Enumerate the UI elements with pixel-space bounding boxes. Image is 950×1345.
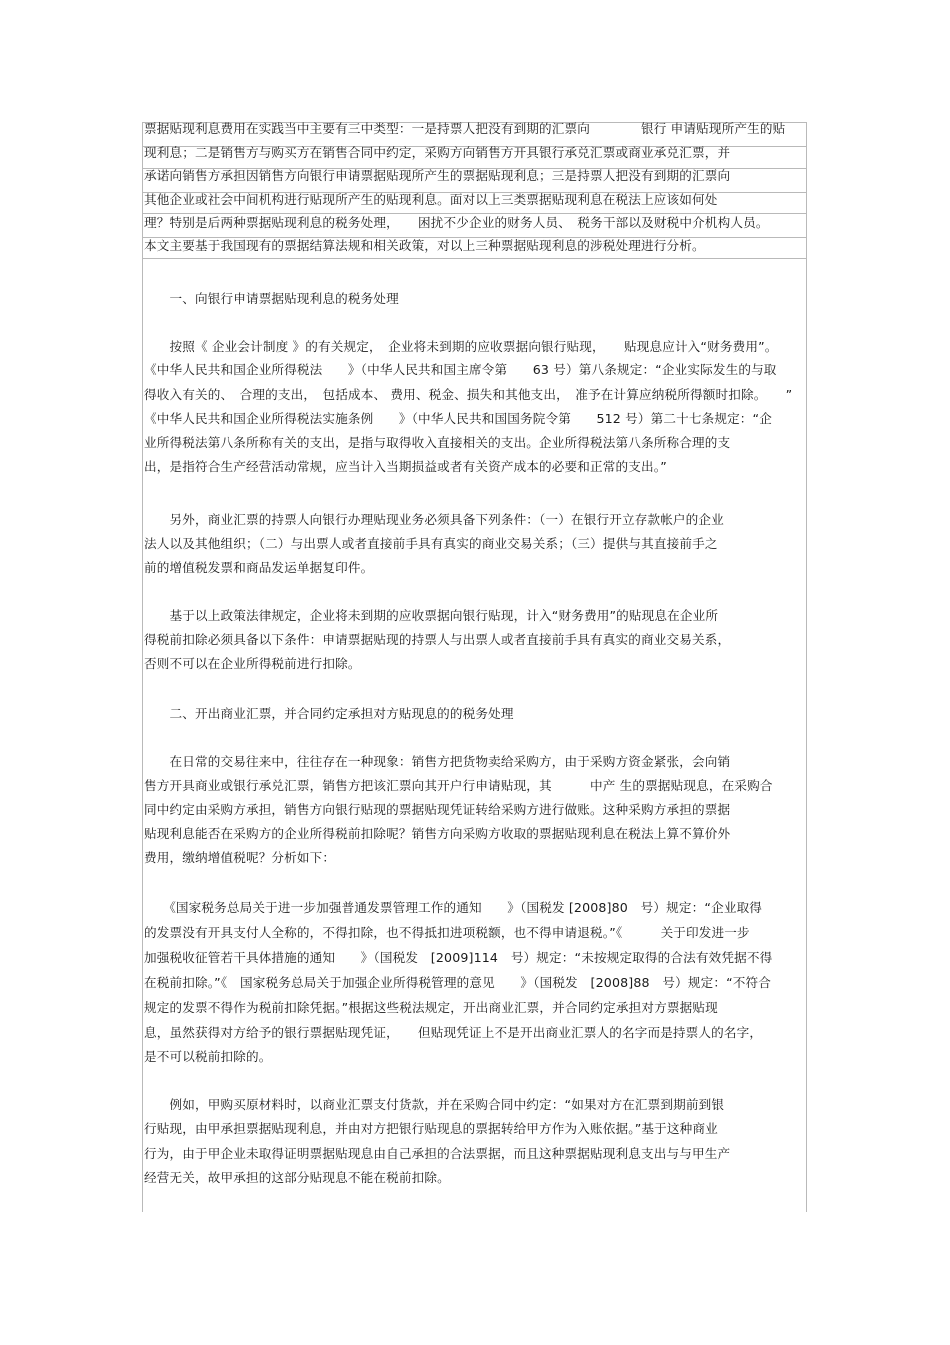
text-line: 现利息；二是销售方与购买方在销售合同中约定，采购方向销售方开具银行承兑汇票或商业承兑汇票，并	[144, 145, 731, 160]
text-line: 得税前扣除必须具备以下条件：申请票据贴现的持票人与出票人或者直接前手具有真实的商业交易关系，	[144, 632, 731, 647]
text-line: 基于以上政策法律规定，企业将未到期的应收票据向银行贴现，计入“财务费用”的贴现息在企业所	[144, 608, 719, 623]
text-line: 《中华人民共和国企业所得税法实施条例 》（中华人民共和国国务院令第 512 号）第二十七条规定：“企	[144, 411, 772, 426]
text-line: 行贴现，由甲承担票据贴现利息，并由对方把银行贴现息的票据转给甲方作为入账依据。”基于这种商业	[144, 1121, 718, 1136]
text-line: 出，是指符合生产经营活动常规，应当计入当期损益或者有关资产成本的必要和正常的支出。”	[144, 459, 667, 474]
text-line: 行为，由于甲企业未取得证明票据贴现息由自己承担的合法票据，而且这种票据贴现利息支出与与甲生产	[144, 1146, 731, 1161]
text-line: 业所得税法第八条所称有关的支出，是指与取得收入直接相关的支出。企业所得税法第八条所称合理的支	[144, 435, 731, 450]
text-line: 同中约定由采购方承担，销售方向银行贴现的票据贴现凭证转给采购方进行做账。这种采购方承担的票据	[144, 802, 731, 817]
row-rule-5	[142, 213, 807, 214]
text-line: 的发票没有开具支付人全称的，不得扣除，也不得抵扣进项税额，也不得申请退税。”《 关于印发进一步	[144, 925, 750, 940]
text-line: 另外，商业汇票的持票人向银行办理贴现业务必须具备下列条件：（一）在银行开立存款帐户的企业	[144, 512, 724, 527]
text-line: 本文主要基于我国现有的票据结算法规和相关政策，对以上三种票据贴现利息的涉税处理进行分析。	[144, 238, 705, 253]
text-line: 息，虽然获得对方给予的银行票据贴现凭证， 但贴现凭证上不是开出商业汇票人的名字而是持票人的名字，	[144, 1025, 763, 1040]
text-line: 前的增值税发票和商品发运单据复印件。	[144, 560, 374, 575]
text-line: 规定的发票不得作为税前扣除凭据。”根据这些税法规定，开出商业汇票，并合同约定承担对方票据贴现	[144, 1000, 718, 1015]
text-line: 在税前扣除。”《 国家税务总局关于加强企业所得税管理的意见 》（国税发 [2008]88 号）规定：“不符合	[144, 975, 772, 990]
row-rule-7	[142, 258, 807, 259]
right-border-line	[806, 122, 807, 1212]
text-line: 是不可以税前扣除的。	[144, 1049, 272, 1064]
text-line: 费用，缴纳增值税呢？分析如下：	[144, 850, 336, 865]
text-line: 《中华人民共和国企业所得税法 》（中华人民共和国主席令第 63 号）第八条规定：“企业实际发生的与取	[144, 362, 777, 377]
text-line: 法人以及其他组织；（二）与出票人或者直接前手具有真实的商业交易关系；（三）提供与其直接前手之	[144, 536, 718, 551]
text-line: 其他企业或社会中间机构进行贴现所产生的贴现利息。面对以上三类票据贴现利息在税法上应该如何处	[144, 192, 718, 207]
section-heading: 一、向银行申请票据贴现利息的税务处理	[144, 291, 399, 306]
text-line: 按照《 企业会计制度 》的有关规定， 企业将未到期的应收票据向银行贴现， 贴现息应计入“财务费用”。	[144, 339, 778, 354]
text-line: 《国家税务总局关于进一步加强普通发票管理工作的通知 》（国税发 [2008]80 号）规定：“企业取得	[144, 900, 763, 915]
text-line: 售方开具商业或银行承兑汇票，销售方把该汇票向其开户行申请贴现，其 中产 生的票据贴现息，在采购合	[144, 778, 773, 793]
text-line: 贴现利息能否在采购方的企业所得税前扣除呢？销售方向采购方收取的票据贴现利息在税法上算不算价外	[144, 826, 731, 841]
text-line: 加强税收征管若干具体措施的通知 》（国税发 [2009]114 号）规定：“未按规定取得的合法有效凭据不得	[144, 950, 773, 965]
text-line: 票据贴现利息费用在实践当中主要有三中类型：一是持票人把没有到期的汇票向 银行 申请贴现所产生的贴	[144, 121, 786, 136]
text-line: 理？特别是后两种票据贴现利息的税务处理， 困扰不少企业的财务人员、 税务干部以及财税中介机构人员。	[144, 215, 769, 230]
text-line: 在日常的交易往来中，往往存在一种现象：销售方把货物卖给采购方，由于采购方资金紧张，会向销	[144, 754, 731, 769]
left-border-line	[142, 122, 143, 1212]
section-heading: 二、开出商业汇票，并合同约定承担对方贴现息的的税务处理	[144, 706, 514, 721]
text-line: 承诺向销售方承担因销售方向银行申请票据贴现所产生的票据贴现利息；三是持票人把没有到期的汇票向	[144, 168, 731, 183]
text-line: 得收入有关的、 合理的支出， 包括成本、 费用、税金、损失和其他支出， 准予在计算应纳税所得额时扣除。 ”	[144, 387, 793, 402]
text-line: 经营无关，故甲承担的这部分贴现息不能在税前扣除。	[144, 1170, 450, 1185]
text-line: 例如，甲购买原材料时，以商业汇票支付货款，并在采购合同中约定：“如果对方在汇票到期前到银	[144, 1097, 725, 1112]
text-line: 否则不可以在企业所得税前进行扣除。	[144, 656, 361, 671]
